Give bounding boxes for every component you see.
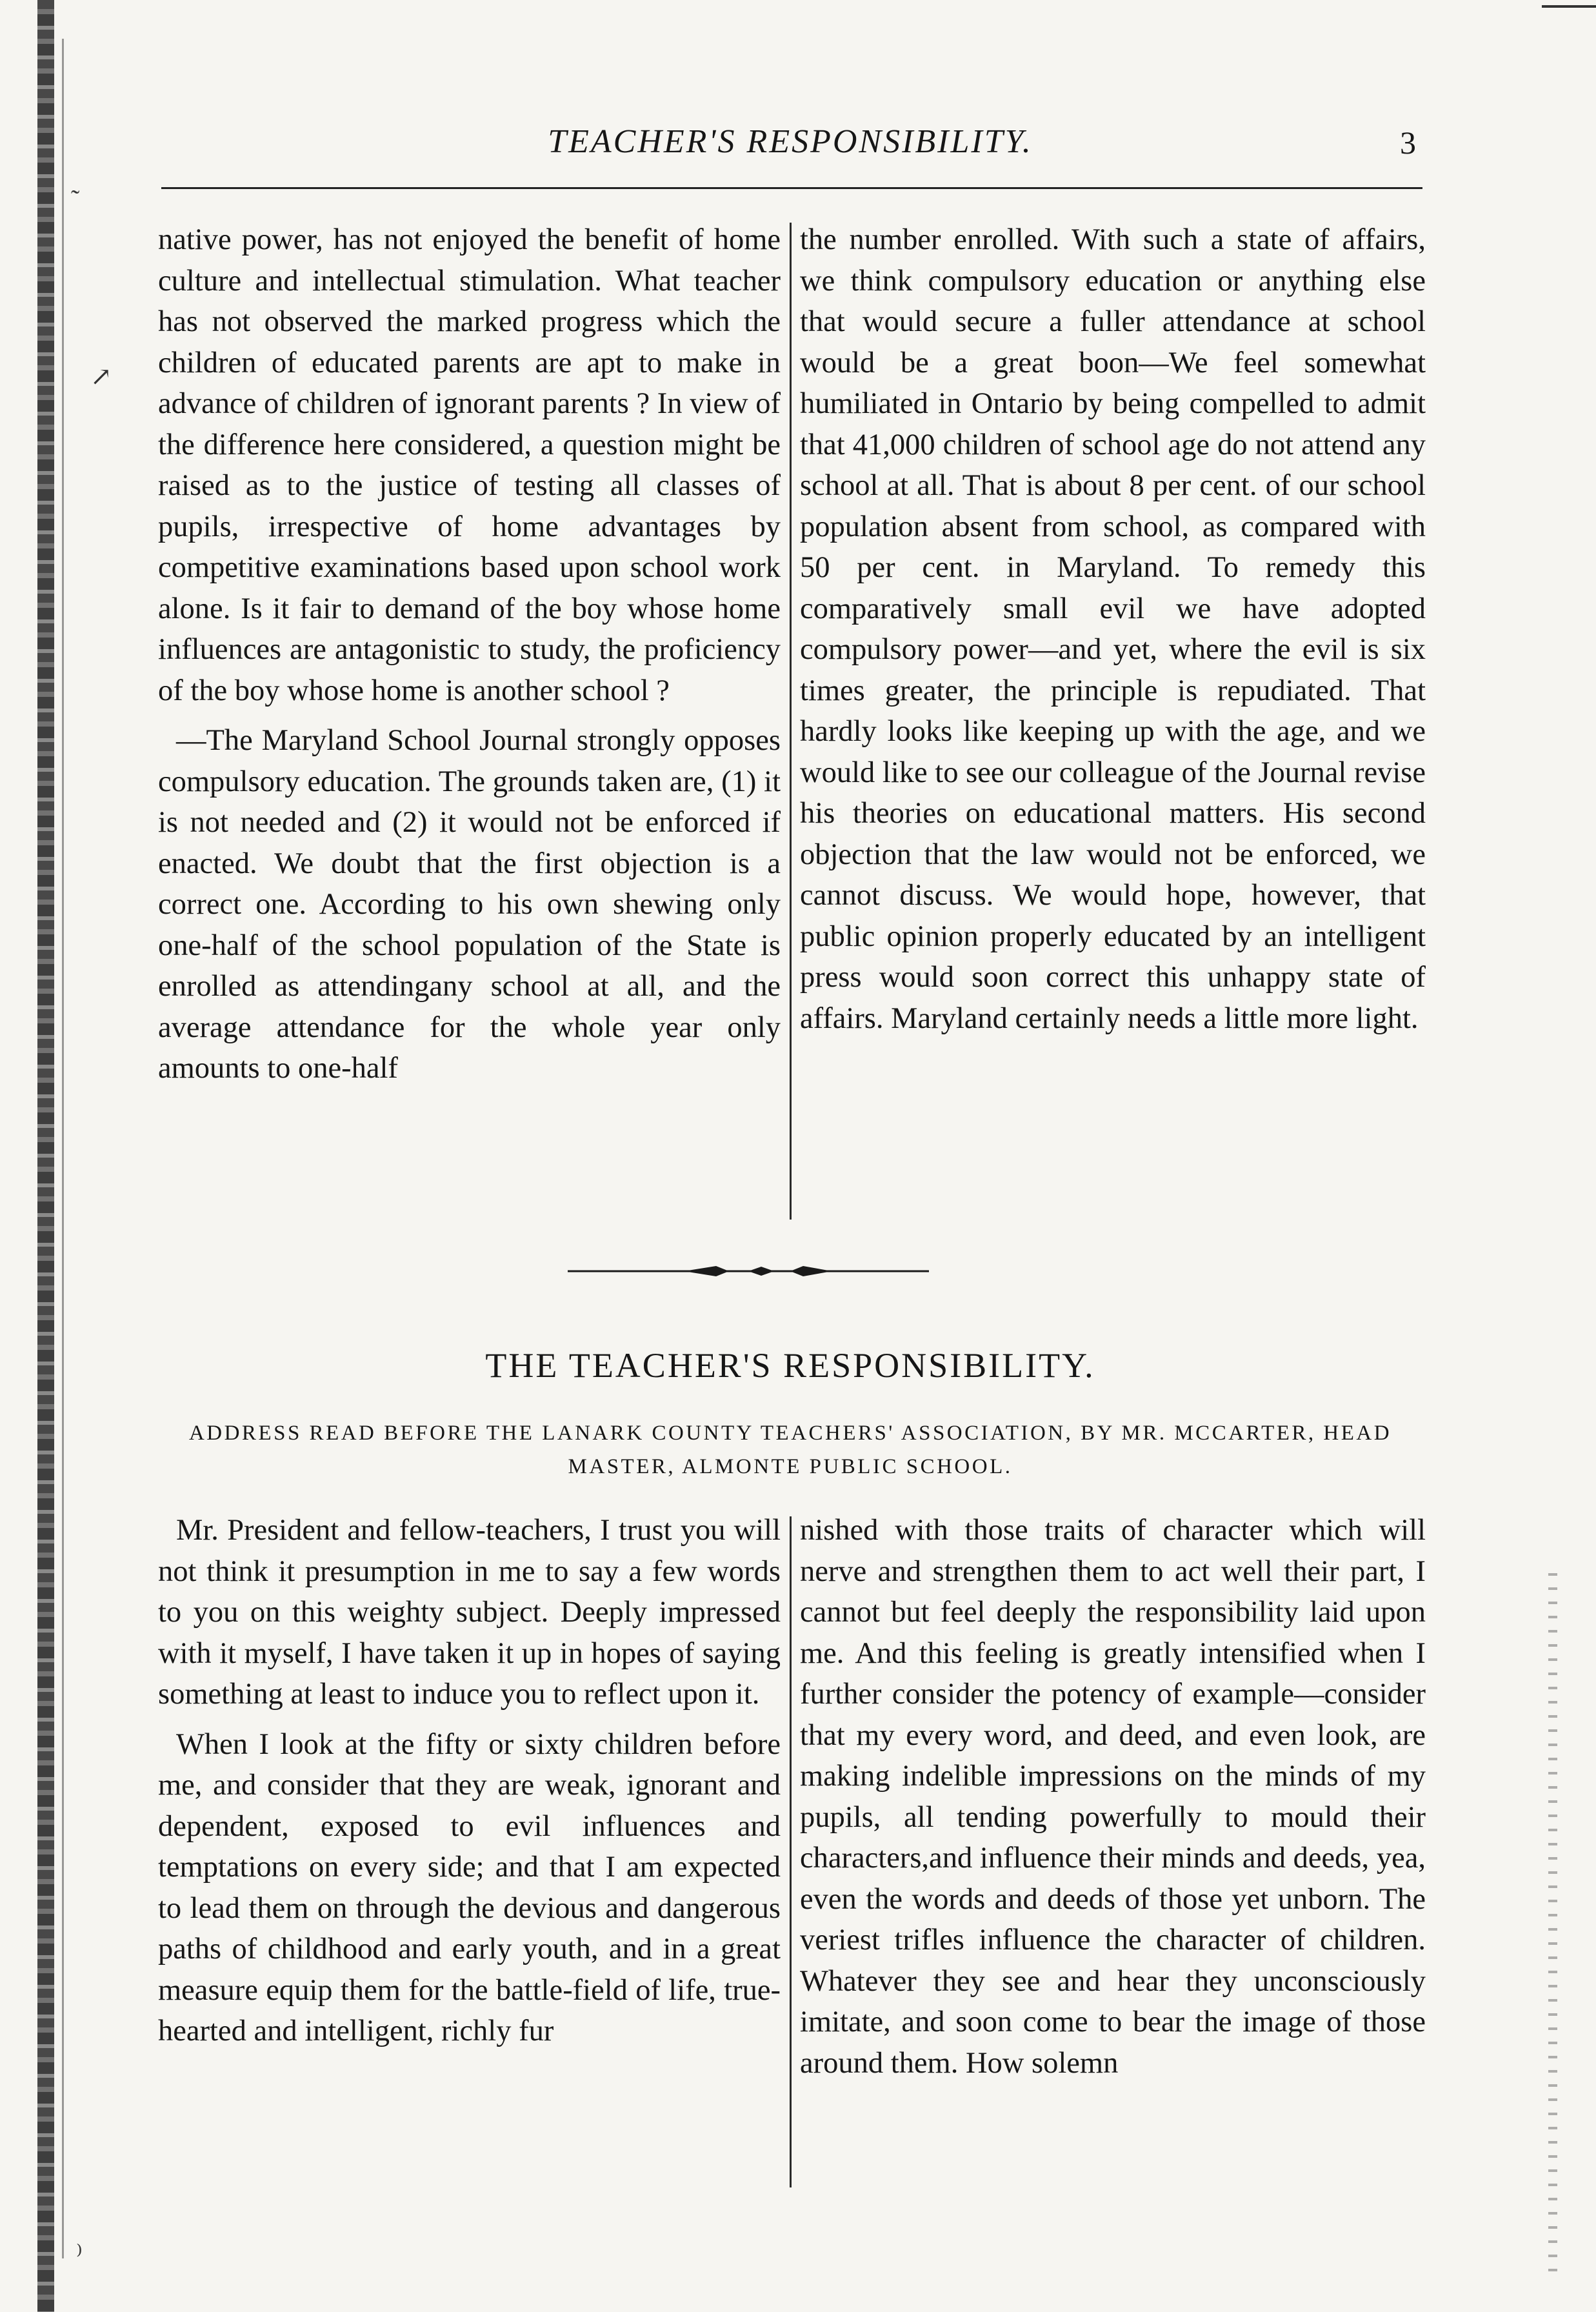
lower-right-column xyxy=(800,1510,1426,2084)
margin-mark: ˜ xyxy=(71,185,80,214)
paragraph: nished with those traits of character which will nerve and strengthen them to act well their part, I cannot but feel deeply the responsibility laid upon me. And this feeling is greatly intensified when I further consider the potency of example—consider that my every word, and deed, and even look, are making indelible impressions on the minds of my pupils, all tending powerfully to mould their characters,and influence their minds and deeds, yea, even the words and deeds of those yet unborn. The veriest trifles influence the character of children. Whatever they see and hear they unconsciously imitate, and soon come to bear the image of those around them. How solemn xyxy=(800,1514,1426,2080)
paragraph: Mr. President and fellow-teachers, I trust you will not think it presumption in me to say a few words to you on this weighty subject. Deeply impressed with it myself, I have taken it up in hopes of saying something at least to induce you to reflect upon it. xyxy=(158,1514,781,1711)
running-title: TEACHER'S RESPONSIBILITY. xyxy=(548,123,1033,160)
scan-speckle xyxy=(1548,1562,1557,2271)
margin-mark: ⁾ xyxy=(76,2240,83,2269)
margin-mark: ↗ xyxy=(90,362,112,391)
article-title: THE TEACHER'S RESPONSIBILITY. xyxy=(485,1346,1095,1385)
upper-left-column xyxy=(158,219,781,1089)
binding-edge xyxy=(37,0,54,2312)
paragraph: When I look at the fifty or sixty children before me, and consider that they are weak, ignorant and dependent, exposed to evil influences and temptations on every side; and that I am expected to lead them on through the devious and dangerous paths of childhood and early youth, and in a great measure equip them for the battle-field of life, true-hearted and intelligent, richly fur xyxy=(158,1727,781,2047)
page-number: 3 xyxy=(1400,125,1416,161)
article-subtitle: ADDRESS READ BEFORE THE LANARK COUNTY TEACHERS' ASSOCIATION, BY MR. MCCARTER, HEAD MASTER, ALMONTE PUBLIC SCHOOL. xyxy=(188,1422,1392,1478)
column-rule xyxy=(790,1516,792,2187)
column-rule xyxy=(790,223,792,1220)
corner-mark xyxy=(1542,5,1596,8)
header-rule xyxy=(161,187,1422,189)
section-ornament xyxy=(568,1258,929,1284)
upper-right-column xyxy=(800,219,1426,1039)
paragraph: the number enrolled. With such a state of affairs, we think compulsory education or anything else that would secure a fuller attendance at school would be a great boon—We feel somewhat humiliated in Ontario by being compelled to admit that 41,000 children of school age do not attend any school at all. That is about 8 per cent. of our school population absent from school, as compared with 50 per cent. in Maryland. To remedy this comparatively small evil we have adopted compulsory power—and yet, where the evil is six times greater, the principle is repudiated. That hardly looks like keeping up with the age, and we would like to see our colleague of the Journal revise his theories on educational matters. His second objection that the law would not be enforced, we cannot discuss. We would hope, however, that public opinion properly educated by an intelligent press would soon correct this unhappy state of affairs. Maryland certainly needs a little more light. xyxy=(800,223,1426,1035)
lower-left-column xyxy=(158,1510,781,2052)
paragraph: native power, has not enjoyed the benefit of home culture and intellectual stimulation. What teacher has not observed the marked progress which the children of educated parents are apt to make in advance of children of ignorant parents ? In view of the difference here considered, a question might be raised as to the justice of testing all classes of pupils, irrespective of home advantages by competitive examinations based upon school work alone. Is it fair to demand of the boy whose home influences are antagonistic to study, the proficiency of the boy whose home is another school ? xyxy=(158,223,781,707)
paragraph: —The Maryland School Journal strongly opposes compulsory education. The grounds taken are, (1) it is not needed and (2) it would not be enforced if enacted. We doubt that the first objection is a correct one. According to his own shewing only one-half of the school population of the State is enrolled as attendingany school at all, and the average attendance for the whole year only amounts to one-half xyxy=(158,724,781,1085)
binding-shadow xyxy=(62,39,64,2258)
